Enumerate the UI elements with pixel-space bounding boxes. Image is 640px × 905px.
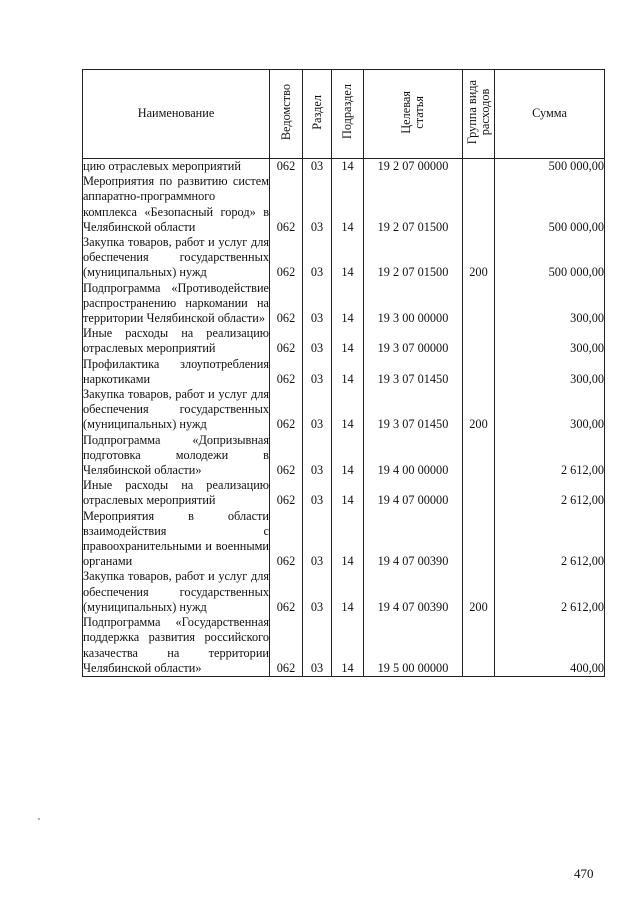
- header-name: Наименование: [83, 70, 270, 159]
- row-name-text: Подпрограмма «Допризывная подготовка молодежи в Челябинской области»: [83, 432, 269, 478]
- row-name: [83, 509, 270, 570]
- row-section: 03: [303, 159, 332, 175]
- row-subsection: 14: [332, 159, 364, 175]
- row-amount: 2 612,00: [495, 433, 605, 479]
- table-row: [83, 281, 605, 327]
- row-amount: 300,00: [495, 387, 605, 433]
- table-row: [83, 326, 605, 356]
- row-target: 19 2 07 00000: [364, 159, 463, 175]
- row-department: 062: [270, 326, 303, 356]
- row-amount: 300,00: [495, 326, 605, 356]
- row-expense-group: [463, 281, 495, 327]
- row-name-text: Иные расходы на реализацию отраслевых мероприятий: [83, 478, 269, 508]
- header-amount: Сумма: [495, 70, 605, 159]
- header-department: Ведомство: [270, 70, 303, 159]
- row-expense-group: 200: [463, 387, 495, 433]
- row-expense-group: [463, 433, 495, 479]
- row-name: [83, 433, 270, 479]
- row-target: 19 4 07 00390: [364, 569, 463, 615]
- row-name: [83, 478, 270, 508]
- row-expense-group: [463, 174, 495, 235]
- header-target: Целевая статья: [364, 70, 463, 159]
- row-name: [83, 281, 270, 327]
- row-name: [83, 615, 270, 676]
- row-subsection: 14: [332, 326, 364, 356]
- table-header-row: [83, 70, 605, 159]
- row-target: 19 4 07 00000: [364, 478, 463, 508]
- row-department: 062: [270, 281, 303, 327]
- row-name-text: Иные расходы на реализацию отраслевых мероприятий: [83, 326, 269, 356]
- row-target: 19 4 07 00390: [364, 509, 463, 570]
- row-subsection: 14: [332, 235, 364, 281]
- row-name-text: Закупка товаров, работ и услуг для обеспечения государственных (муниципальных) нужд: [83, 387, 269, 432]
- table-row: [83, 478, 605, 508]
- row-name: [83, 235, 270, 281]
- row-section: 03: [303, 615, 332, 676]
- table-row: [83, 387, 605, 433]
- row-department: 062: [270, 615, 303, 676]
- table-row: [83, 159, 605, 175]
- row-subsection: 14: [332, 433, 364, 479]
- row-expense-group: [463, 478, 495, 508]
- row-target: 19 3 00 00000: [364, 281, 463, 327]
- row-subsection: 14: [332, 478, 364, 508]
- row-name-text: цию отраслевых мероприятий: [83, 159, 241, 173]
- row-name-text: Закупка товаров, работ и услуг для обеспечения государственных (муниципальных) нужд: [83, 235, 269, 280]
- row-subsection: 14: [332, 569, 364, 615]
- row-expense-group: 200: [463, 569, 495, 615]
- row-expense-group: [463, 615, 495, 676]
- row-section: 03: [303, 357, 332, 387]
- row-subsection: 14: [332, 509, 364, 570]
- row-amount: 2 612,00: [495, 509, 605, 570]
- row-amount: 500 000,00: [495, 159, 605, 175]
- row-target: 19 5 00 00000: [364, 615, 463, 676]
- row-section: 03: [303, 569, 332, 615]
- row-name: [83, 159, 270, 175]
- row-name-text: Мероприятия в области взаимодействия с правоохранительными и военными органами: [83, 508, 269, 569]
- row-expense-group: [463, 357, 495, 387]
- row-expense-group: [463, 326, 495, 356]
- table-row: [83, 433, 605, 479]
- scan-mark: [38, 818, 40, 820]
- table-row: [83, 235, 605, 281]
- row-name: [83, 326, 270, 356]
- header-expense-group: Группа вида расходов: [463, 70, 495, 159]
- row-department: 062: [270, 174, 303, 235]
- page-number: 470: [574, 866, 594, 881]
- row-target: 19 2 07 01500: [364, 235, 463, 281]
- table-body: [83, 159, 605, 677]
- table-row: [83, 174, 605, 235]
- row-subsection: 14: [332, 281, 364, 327]
- row-subsection: 14: [332, 615, 364, 676]
- row-section: 03: [303, 326, 332, 356]
- row-department: 062: [270, 357, 303, 387]
- row-department: 062: [270, 478, 303, 508]
- row-amount: 2 612,00: [495, 478, 605, 508]
- row-section: 03: [303, 235, 332, 281]
- row-section: 03: [303, 478, 332, 508]
- row-name: [83, 174, 270, 235]
- row-amount: 2 612,00: [495, 569, 605, 615]
- row-section: 03: [303, 509, 332, 570]
- row-name-text: Мероприятия по развитию систем аппаратно-программного комплекса «Безопасный город» в Челябинской области: [83, 174, 269, 234]
- row-section: 03: [303, 174, 332, 235]
- row-name-text: Закупка товаров, работ и услуг для обеспечения государственных (муниципальных) нужд: [83, 569, 269, 614]
- row-section: 03: [303, 281, 332, 327]
- row-department: 062: [270, 509, 303, 570]
- row-subsection: 14: [332, 357, 364, 387]
- header-section: Раздел: [303, 70, 332, 159]
- budget-table: [82, 69, 605, 677]
- row-amount: 500 000,00: [495, 174, 605, 235]
- row-target: 19 4 00 00000: [364, 433, 463, 479]
- table-row: [83, 509, 605, 570]
- row-section: 03: [303, 387, 332, 433]
- row-department: 062: [270, 235, 303, 281]
- table-row: [83, 357, 605, 387]
- row-section: 03: [303, 433, 332, 479]
- row-name: [83, 357, 270, 387]
- row-amount: 300,00: [495, 357, 605, 387]
- row-subsection: 14: [332, 174, 364, 235]
- header-subsection: Подраздел: [332, 70, 364, 159]
- row-expense-group: 200: [463, 235, 495, 281]
- row-name-text: Профилактика злоупотребления наркотиками: [83, 356, 269, 386]
- row-department: 062: [270, 159, 303, 175]
- row-amount: 500 000,00: [495, 235, 605, 281]
- row-department: 062: [270, 433, 303, 479]
- row-name-text: Подпрограмма «Государственная поддержка развития российского казачества на территории Челябинской области»: [83, 615, 269, 675]
- row-department: 062: [270, 569, 303, 615]
- row-target: 19 3 07 01450: [364, 357, 463, 387]
- row-name: [83, 569, 270, 615]
- row-amount: 300,00: [495, 281, 605, 327]
- row-target: 19 2 07 01500: [364, 174, 463, 235]
- row-target: 19 3 07 00000: [364, 326, 463, 356]
- table-row: [83, 615, 605, 676]
- row-expense-group: [463, 159, 495, 175]
- row-amount: 400,00: [495, 615, 605, 676]
- row-name: [83, 387, 270, 433]
- table-row: [83, 569, 605, 615]
- row-target: 19 3 07 01450: [364, 387, 463, 433]
- row-expense-group: [463, 509, 495, 570]
- row-department: 062: [270, 387, 303, 433]
- row-name-text: Подпрограмма «Противодействие распространению наркомании на территории Челябинской области»: [83, 280, 269, 326]
- row-subsection: 14: [332, 387, 364, 433]
